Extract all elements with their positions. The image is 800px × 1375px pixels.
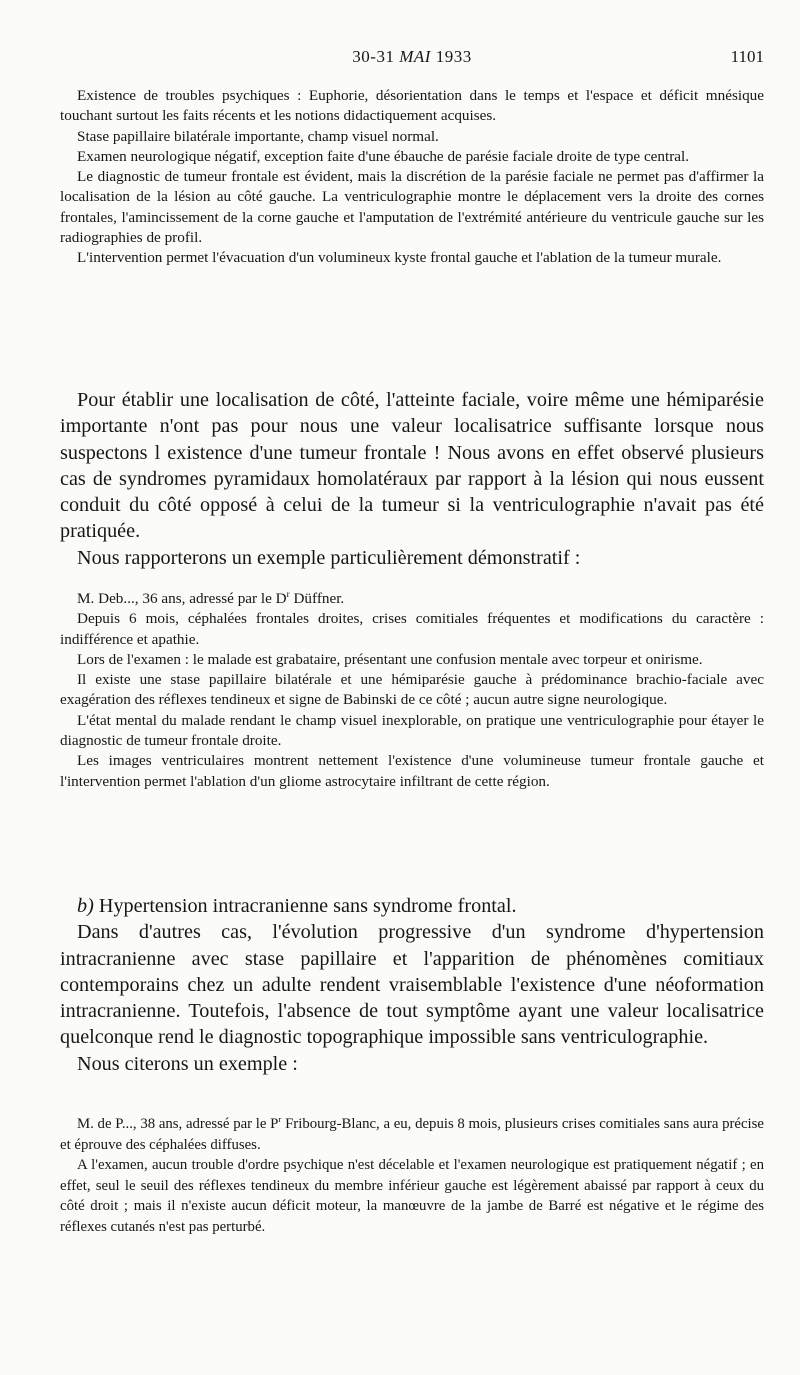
- paragraph: Depuis 6 mois, céphalées frontales droites, crises comitiales fréquentes et modifications du caractère : indifférence et apathie.: [60, 610, 764, 648]
- header-month: MAI: [399, 47, 431, 66]
- section-heading: b) Hypertension intracranienne sans syndrome frontal.: [77, 895, 517, 917]
- case-description-2: [60, 589, 764, 792]
- paragraph: Lors de l'examen : le malade est grabataire, présentant une confusion mentale avec torpeur et onirisme.: [77, 650, 703, 668]
- paragraph: L'intervention permet l'évacuation d'un volumineux kyste frontal gauche et l'ablation de la tumeur murale.: [77, 249, 722, 267]
- case-intro: M. de P..., 38 ans, adressé par le $P^r$ Fribourg-Blanc, a eu, depuis 8 mois, plusieurs crises comitiales sans aura précise et éprouve des céphalées diffuses.: [60, 1114, 764, 1153]
- paragraph: Pour établir une localisation de côté, l'atteinte faciale, voire même une hémiparésie importante n'ont pas pour nous une valeur localisatrice suffisante lorsque nous suspectons l existence d'une tumeur frontale ! Nous avons en effet observé plusieurs cas de syndromes pyramidaux homolatéraux par rapport à la lésion qui nous eussent conduit du côté opposé à celui de la tumeur si la ventriculographie n'avait pas été pratiquée.: [60, 389, 764, 543]
- paragraph: Le diagnostic de tumeur frontale est évident, mais la discrétion de la parésie faciale ne permet pas d'affirmer la localisation de la lésion au côté gauche. La ventriculographie montre le déplacement vers la droite des cornes frontales, l'amincissement de la corne gauche et l'amputation de l'extrémité antérieure du ventricule gauche sur les radiographies de profil.: [60, 168, 764, 247]
- paragraph: A l'examen, aucun trouble d'ordre psychique n'est décelable et l'examen neurologique est pratiquement négatif ; en effet, seul le seuil des réflexes tendineux du membre inférieur gauche est légèrement abaissé par rapport à ceux du côté droit ; mais il n'existe aucun déficit moteur, la manœuvre de la jambe de Barré est négative et le régime des réflexes cutanés n'est pas perturbé.: [60, 1157, 764, 1235]
- main-text-hypertension: [60, 893, 764, 1077]
- case-description-3: [60, 1114, 764, 1238]
- paragraph: L'état mental du malade rendant le champ visuel inexplorable, on pratique une ventriculographie pour étayer le diagnostic de tumeur frontale droite.: [60, 711, 764, 750]
- paragraph: Dans d'autres cas, l'évolution progressive d'un syndrome d'hypertension intracranienne avec stase papillaire et l'apparition de phénomènes comitiaux contemporains chez un adulte rendent vraisemblable l'existence d'une néoformation intracranienne. Toutefois, l'absence de tout symptôme ayant une valeur localisatrice quelconque rend le diagnostic topographique impossible sans ventriculographie.: [60, 921, 764, 1049]
- paragraph: Examen neurologique négatif, exception faite d'une ébauche de parésie faciale droite de type central.: [77, 147, 690, 165]
- header-days: 30-31: [352, 47, 395, 66]
- paragraph: Les images ventriculaires montrent nettement l'existence d'une volumineuse tumeur frontale gauche et l'intervention permet l'ablation d'un gliome astrocytaire infiltrant de cette région.: [60, 752, 764, 790]
- header-year: 1933: [435, 47, 472, 66]
- case-intro: M. Deb..., 36 ans, adressé par le $D^r$ Düffner.: [77, 588, 345, 607]
- page-number: 1101: [730, 47, 764, 66]
- case-description-1: [60, 86, 764, 269]
- paragraph: Nous citerons un exemple :: [77, 1052, 298, 1075]
- paragraph: Existence de troubles psychiques : Euphorie, désorientation dans le temps et l'espace et déficit mnésique touchant surtout les faits récents et les notions didactiquement acquises.: [60, 87, 764, 125]
- paragraph: Stase papillaire bilatérale importante, champ visuel normal.: [77, 127, 439, 145]
- header-date: [60, 47, 764, 67]
- running-header: [60, 45, 764, 75]
- main-text-localisation: [60, 387, 764, 571]
- paragraph: Nous rapporterons un exemple particulièrement démonstratif :: [77, 546, 581, 569]
- paragraph: Il existe une stase papillaire bilatérale et une hémiparésie gauche à prédominance brachio-faciale avec exagération des réflexes tendineux et signe de Babinski de ce côté ; aucun autre signe neurologique.: [60, 671, 764, 709]
